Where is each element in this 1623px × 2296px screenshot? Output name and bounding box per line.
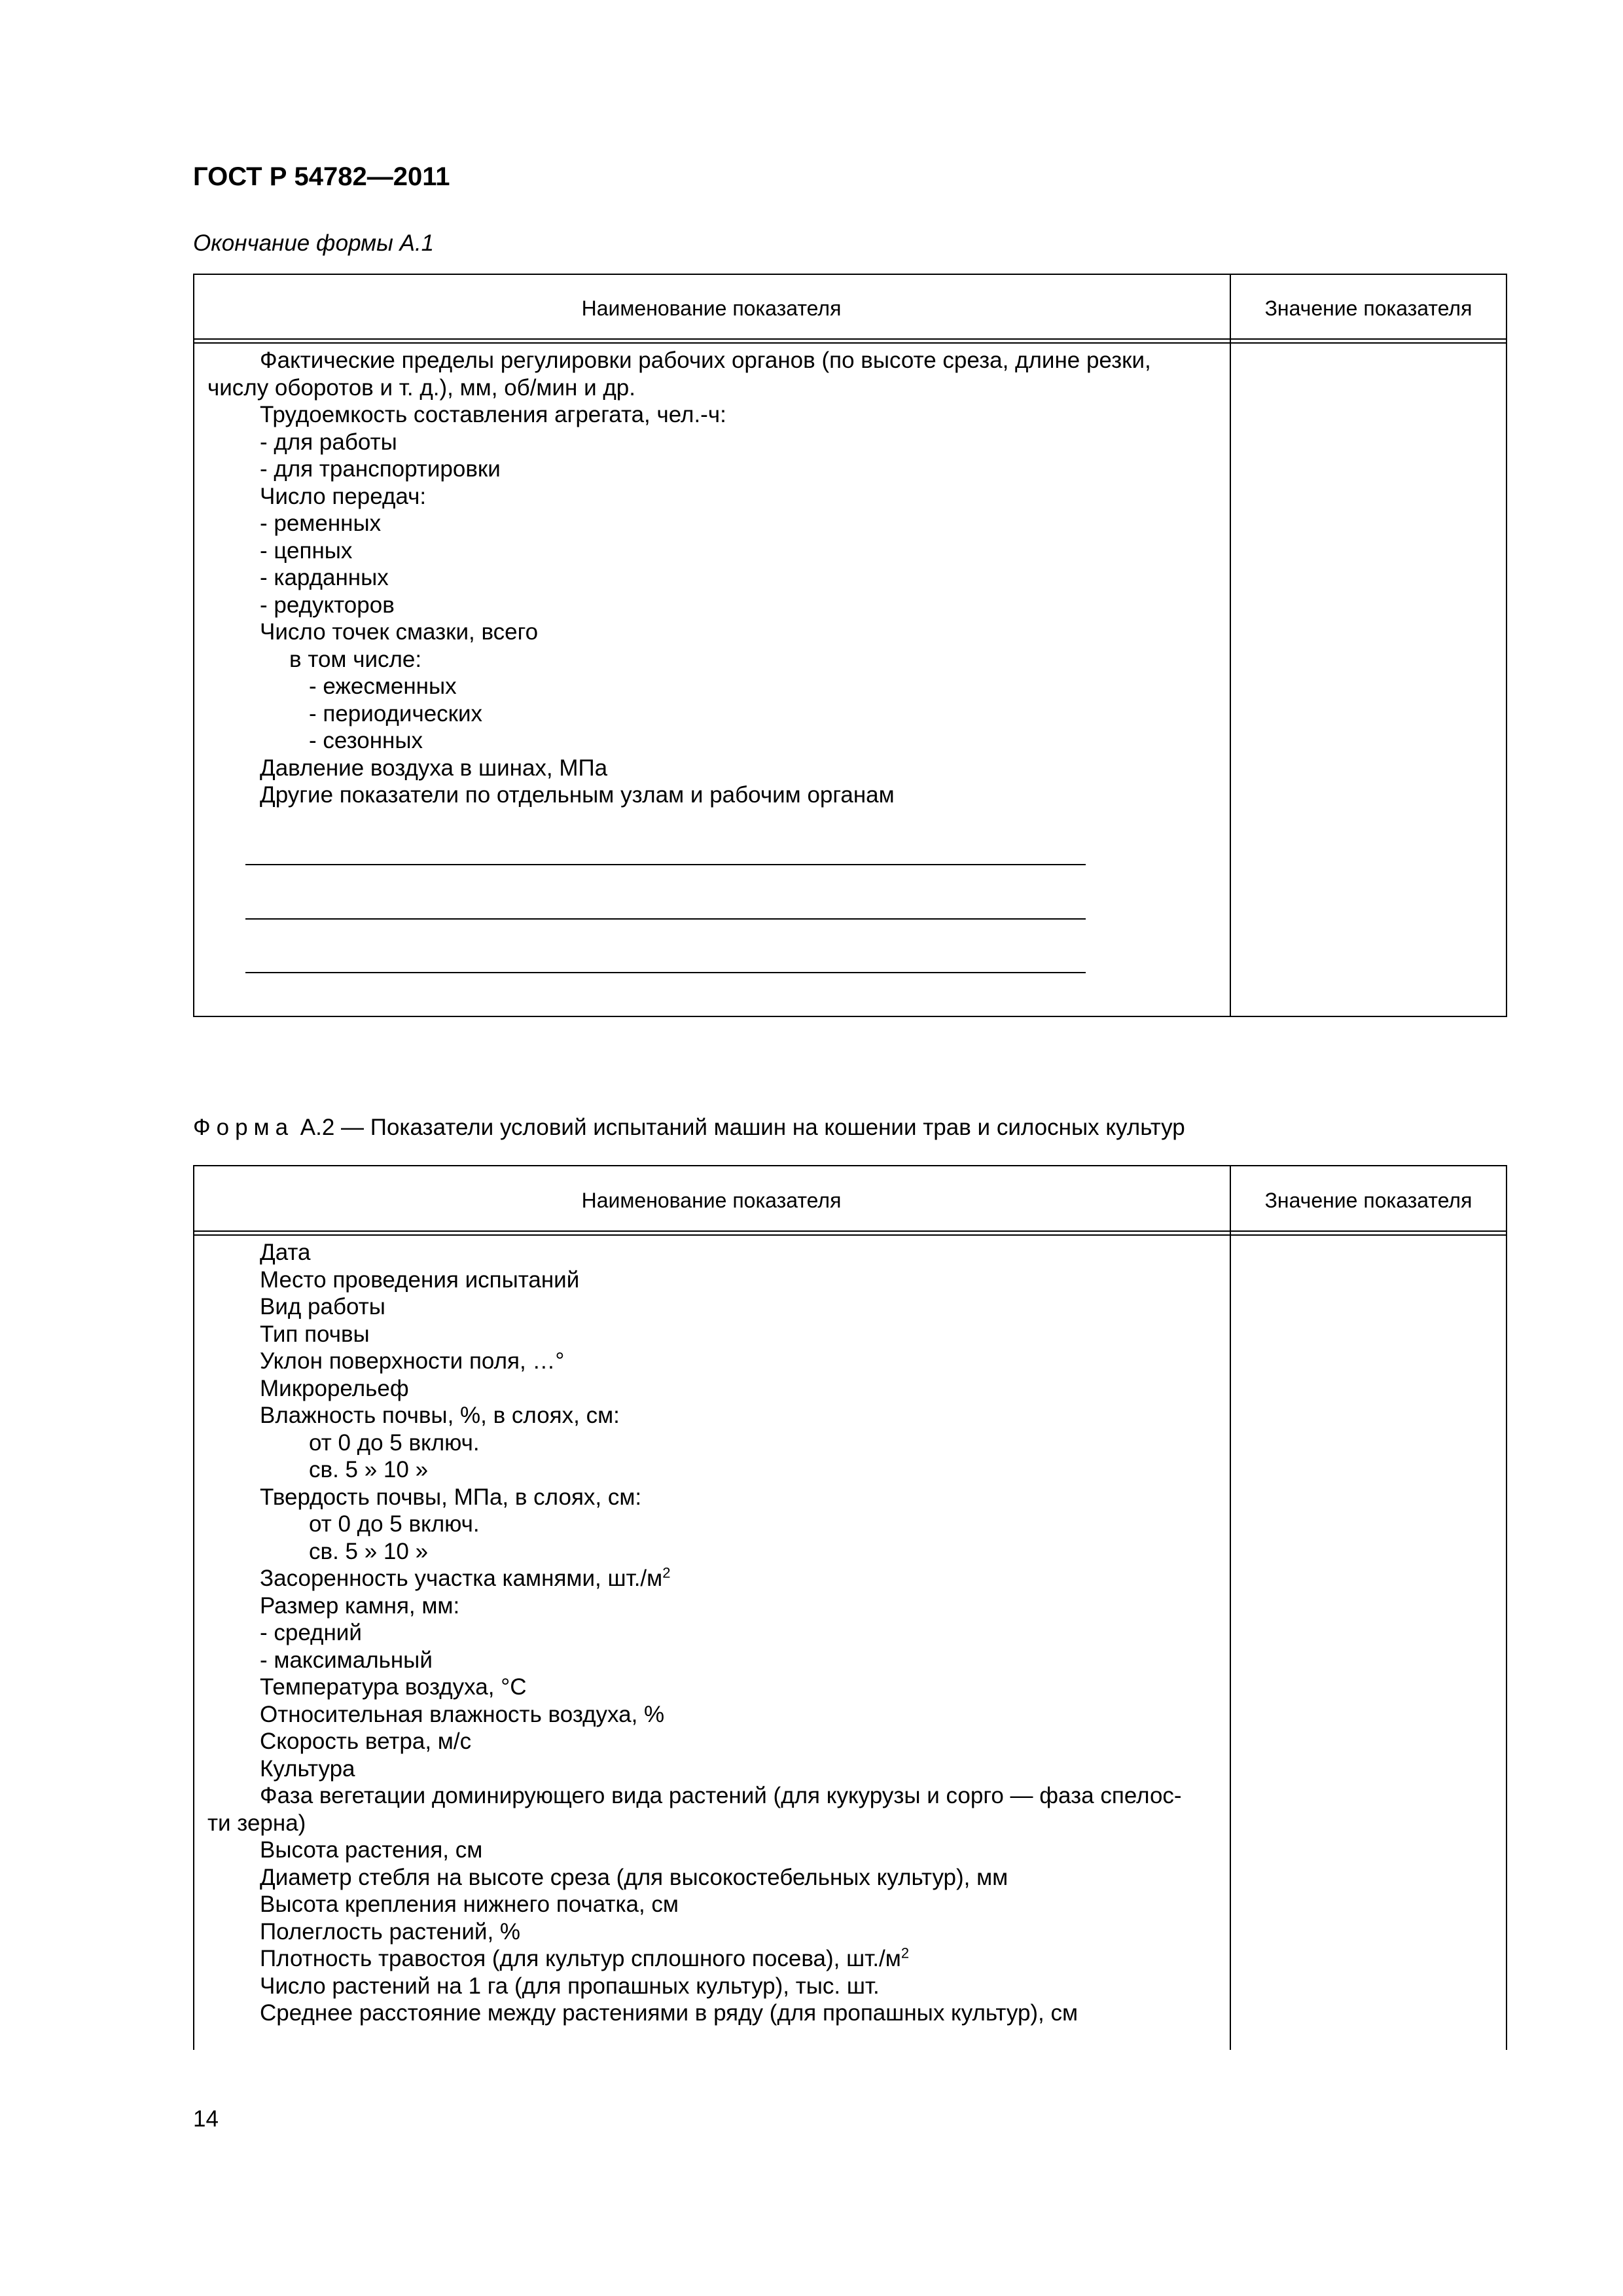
header-double-rule: [193, 338, 1507, 344]
list-item: Размер камня, мм:: [260, 1592, 460, 1619]
fill-in-line[interactable]: [245, 864, 1086, 865]
list-item: Дата: [260, 1240, 311, 1265]
list-item: Среднее расстояние между растениями в ряду (для пропашных культур), см: [260, 2000, 1079, 2026]
header-double-rule: [193, 1230, 1507, 1236]
list-item: от 0 до 5 включ.: [309, 1429, 480, 1456]
table-right-border: [1506, 274, 1507, 1017]
list-item: Уклон поверхности поля, …°: [260, 1348, 565, 1374]
continuation-note: Окончание формы А.1: [193, 230, 435, 256]
list-item: Тип почвы: [260, 1321, 370, 1347]
list-item: [207, 1565, 1222, 1592]
list-item: Высота крепления нижнего початка, см: [260, 1892, 679, 1917]
list-item: - ежесменных: [309, 673, 457, 699]
list-item: - периодических: [309, 700, 483, 726]
table-top-border: [193, 1165, 1507, 1166]
table-top-border: [193, 274, 1507, 275]
column-divider: [1230, 274, 1231, 1017]
list-item: Фактические пределы регулировки рабочих органов (по высоте среза, длине резки,: [260, 348, 1151, 373]
header-indicator-value: Значение показателя: [1264, 296, 1472, 320]
superscript: 2: [662, 1564, 671, 1581]
form-a2-caption: [193, 1115, 1185, 1141]
header-indicator-value: Значение показателя: [1264, 1189, 1472, 1212]
table-left-border: [193, 1165, 194, 2050]
form-a2-table: [193, 1165, 1507, 2050]
list-item: ти зерна): [207, 1810, 306, 1836]
list-item: Влажность почвы, %, в слоях, см:: [260, 1403, 620, 1428]
list-item: Температура воздуха, °С: [260, 1674, 527, 1700]
superscript: 2: [901, 1945, 910, 1962]
list-item: в том числе:: [289, 646, 422, 672]
list-item: - ременных: [260, 511, 382, 536]
list-item: [207, 1945, 1222, 1973]
form-caption-text: А.2 — Показатели условий испытаний машин на кошении трав и силосных культур: [294, 1115, 1185, 1140]
header-indicator-name: Наименование показателя: [581, 1189, 842, 1212]
list-item: от 0 до 5 включ.: [309, 1511, 480, 1537]
list-item: Культура: [260, 1755, 355, 1782]
table-right-border: [1506, 1165, 1507, 2050]
list-item: Относительная влажность воздуха, %: [260, 1701, 665, 1727]
indicator-list: [207, 1239, 1222, 2027]
list-item: - для транспортировки: [260, 456, 501, 482]
column-divider: [1230, 1165, 1231, 2050]
list-item: Вид работы: [260, 1294, 385, 1319]
indicator-list: [207, 347, 1222, 809]
list-item-text: Плотность травостоя (для культур сплошного посева), шт./м: [260, 1946, 901, 1971]
list-item: - редукторов: [260, 592, 395, 618]
list-item: числу оборотов и т. д.), мм, об/мин и др.: [207, 374, 635, 401]
fill-in-line[interactable]: [245, 918, 1086, 920]
list-item: Фаза вегетации доминирующего вида растений (для кукурузы и сорго — фаза спелос-: [260, 1783, 1182, 1808]
list-item: Место проведения испытаний: [260, 1266, 580, 1293]
table-bottom-border: [193, 1016, 1507, 1017]
list-item: Твердость почвы, МПа, в слоях, см:: [260, 1484, 642, 1510]
page-number: 14: [193, 2106, 219, 2132]
list-item: Число точек смазки, всего: [260, 619, 539, 645]
list-item: Число растений на 1 га (для пропашных культур), тыс. шт.: [260, 1973, 880, 1999]
document-code: ГОСТ Р 54782—2011: [193, 162, 450, 191]
list-item: - карданных: [260, 565, 389, 590]
list-item: Полеглость растений, %: [260, 1918, 521, 1945]
list-item: св. 5 » 10 »: [309, 1538, 429, 1564]
header-indicator-name: Наименование показателя: [581, 296, 842, 320]
list-item: Высота растения, см: [260, 1837, 483, 1863]
fill-in-line[interactable]: [245, 972, 1086, 973]
list-item: Диаметр стебля на высоте среза (для высокостебельных культур), мм: [260, 1864, 1008, 1890]
list-item: Давление воздуха в шинах, МПа: [260, 755, 608, 781]
list-item: - сезонных: [309, 728, 423, 753]
form-caption-word: Форма: [193, 1115, 294, 1140]
table-left-border: [193, 274, 194, 1017]
list-item: Микрорельеф: [260, 1375, 409, 1401]
list-item: Число передач:: [260, 483, 427, 509]
list-item: Другие показатели по отдельным узлам и рабочим органам: [260, 782, 895, 808]
list-item: св. 5 » 10 »: [309, 1457, 429, 1482]
list-item: Скорость ветра, м/с: [260, 1729, 472, 1754]
list-item: Трудоемкость составления агрегата, чел.-ч:: [260, 402, 726, 427]
list-item: - средний: [260, 1620, 362, 1645]
list-item-text: Засоренность участка камнями, шт./м: [260, 1566, 663, 1591]
list-item: - для работы: [260, 429, 397, 455]
list-item: - максимальный: [260, 1647, 433, 1673]
form-a1-table: [193, 274, 1507, 1017]
list-item: - цепных: [260, 537, 353, 564]
